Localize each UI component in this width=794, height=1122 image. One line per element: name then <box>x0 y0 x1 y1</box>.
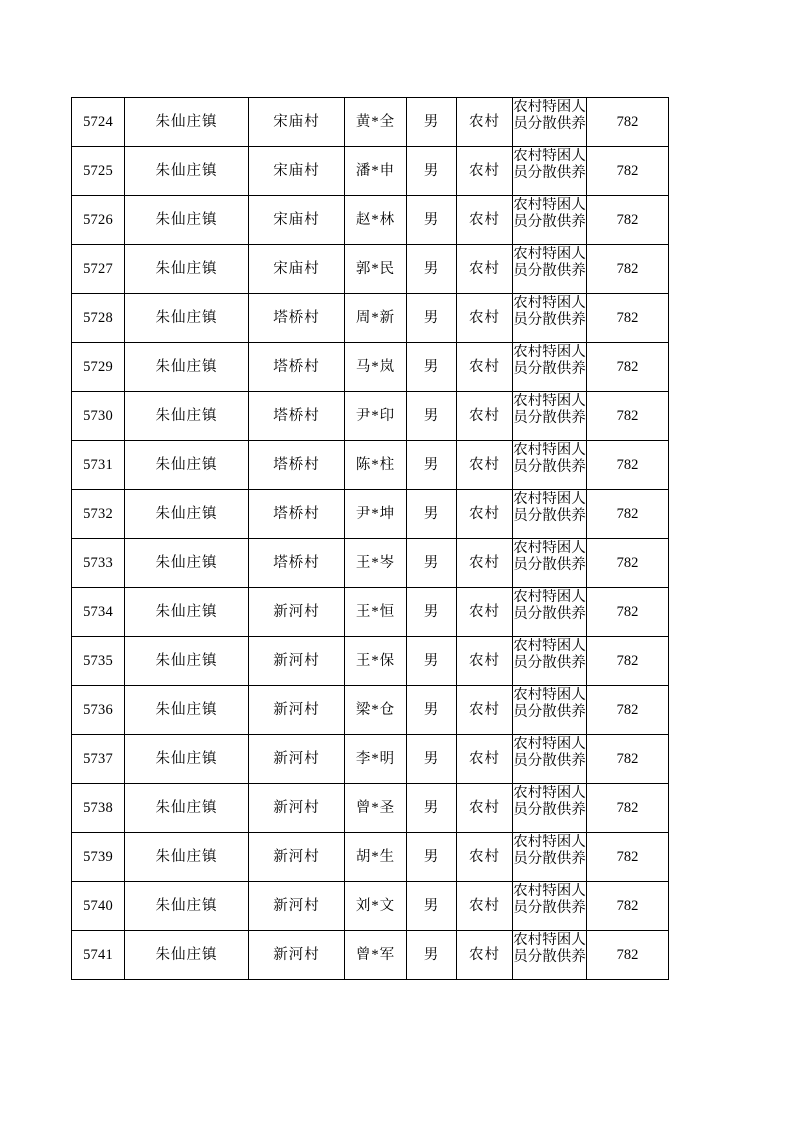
assistance-category-text: 农村特困人员分散供养 <box>513 589 586 622</box>
cell-village: 新河村 <box>249 588 345 637</box>
table-row <box>72 686 669 735</box>
table-row <box>72 294 669 343</box>
cell-amount: 782 <box>587 686 669 735</box>
cell-serial-number: 5728 <box>72 294 125 343</box>
cell-household-type: 农村 <box>457 245 513 294</box>
cell-gender: 男 <box>407 343 457 392</box>
cell-amount: 782 <box>587 196 669 245</box>
cell-township: 朱仙庄镇 <box>125 833 249 882</box>
cell-household-type: 农村 <box>457 392 513 441</box>
cell-township: 朱仙庄镇 <box>125 245 249 294</box>
cell-person-name: 黄*全 <box>345 98 407 147</box>
cell-serial-number: 5737 <box>72 735 125 784</box>
cell-assistance-category <box>513 98 587 147</box>
assistance-category-text: 农村特困人员分散供养 <box>513 932 586 965</box>
assistance-category-text: 农村特困人员分散供养 <box>513 99 586 132</box>
assistance-category-text: 农村特困人员分散供养 <box>513 687 586 720</box>
assistance-category-text: 农村特困人员分散供养 <box>513 295 586 328</box>
table-row <box>72 98 669 147</box>
cell-serial-number: 5738 <box>72 784 125 833</box>
table-row <box>72 196 669 245</box>
cell-gender: 男 <box>407 931 457 980</box>
cell-serial-number: 5741 <box>72 931 125 980</box>
cell-gender: 男 <box>407 196 457 245</box>
cell-assistance-category <box>513 539 587 588</box>
cell-village: 新河村 <box>249 784 345 833</box>
cell-gender: 男 <box>407 392 457 441</box>
cell-assistance-category <box>513 833 587 882</box>
cell-assistance-category <box>513 588 587 637</box>
cell-amount: 782 <box>587 147 669 196</box>
cell-township: 朱仙庄镇 <box>125 441 249 490</box>
cell-amount: 782 <box>587 98 669 147</box>
assistance-category-text: 农村特困人员分散供养 <box>513 638 586 671</box>
cell-amount: 782 <box>587 539 669 588</box>
cell-township: 朱仙庄镇 <box>125 196 249 245</box>
table-row <box>72 245 669 294</box>
cell-person-name: 郭*民 <box>345 245 407 294</box>
cell-gender: 男 <box>407 686 457 735</box>
cell-household-type: 农村 <box>457 294 513 343</box>
cell-gender: 男 <box>407 294 457 343</box>
cell-person-name: 胡*生 <box>345 833 407 882</box>
cell-village: 塔桥村 <box>249 392 345 441</box>
cell-amount: 782 <box>587 833 669 882</box>
cell-township: 朱仙庄镇 <box>125 588 249 637</box>
cell-assistance-category <box>513 490 587 539</box>
cell-amount: 782 <box>587 588 669 637</box>
table-container <box>71 97 668 980</box>
assistance-category-text: 农村特困人员分散供养 <box>513 540 586 573</box>
table-row <box>72 931 669 980</box>
assistance-category-text: 农村特困人员分散供养 <box>513 148 586 181</box>
cell-person-name: 曾*圣 <box>345 784 407 833</box>
table-row <box>72 735 669 784</box>
cell-assistance-category <box>513 784 587 833</box>
assistance-category-text: 农村特困人员分散供养 <box>513 246 586 279</box>
cell-gender: 男 <box>407 588 457 637</box>
cell-serial-number: 5732 <box>72 490 125 539</box>
cell-household-type: 农村 <box>457 343 513 392</box>
assistance-category-text: 农村特困人员分散供养 <box>513 442 586 475</box>
cell-household-type: 农村 <box>457 931 513 980</box>
cell-assistance-category <box>513 637 587 686</box>
cell-gender: 男 <box>407 441 457 490</box>
cell-serial-number: 5729 <box>72 343 125 392</box>
cell-assistance-category <box>513 392 587 441</box>
cell-assistance-category <box>513 147 587 196</box>
cell-village: 塔桥村 <box>249 294 345 343</box>
cell-household-type: 农村 <box>457 686 513 735</box>
table-row <box>72 833 669 882</box>
cell-serial-number: 5735 <box>72 637 125 686</box>
cell-serial-number: 5727 <box>72 245 125 294</box>
cell-household-type: 农村 <box>457 196 513 245</box>
cell-village: 塔桥村 <box>249 490 345 539</box>
cell-village: 塔桥村 <box>249 441 345 490</box>
cell-township: 朱仙庄镇 <box>125 343 249 392</box>
assistance-category-text: 农村特困人员分散供养 <box>513 785 586 818</box>
cell-township: 朱仙庄镇 <box>125 882 249 931</box>
cell-gender: 男 <box>407 490 457 539</box>
table-row <box>72 637 669 686</box>
cell-household-type: 农村 <box>457 539 513 588</box>
cell-household-type: 农村 <box>457 98 513 147</box>
cell-village: 宋庙村 <box>249 98 345 147</box>
cell-assistance-category <box>513 245 587 294</box>
cell-person-name: 陈*柱 <box>345 441 407 490</box>
cell-serial-number: 5730 <box>72 392 125 441</box>
cell-person-name: 马*岚 <box>345 343 407 392</box>
assistance-category-text: 农村特困人员分散供养 <box>513 197 586 230</box>
cell-household-type: 农村 <box>457 637 513 686</box>
cell-amount: 782 <box>587 245 669 294</box>
cell-household-type: 农村 <box>457 147 513 196</box>
cell-household-type: 农村 <box>457 735 513 784</box>
assistance-category-text: 农村特困人员分散供养 <box>513 736 586 769</box>
cell-gender: 男 <box>407 735 457 784</box>
cell-village: 新河村 <box>249 833 345 882</box>
cell-village: 宋庙村 <box>249 245 345 294</box>
cell-gender: 男 <box>407 539 457 588</box>
cell-village: 新河村 <box>249 686 345 735</box>
table-row <box>72 882 669 931</box>
cell-assistance-category <box>513 441 587 490</box>
cell-serial-number: 5724 <box>72 98 125 147</box>
cell-village: 新河村 <box>249 931 345 980</box>
cell-person-name: 周*新 <box>345 294 407 343</box>
cell-township: 朱仙庄镇 <box>125 637 249 686</box>
cell-village: 新河村 <box>249 637 345 686</box>
cell-assistance-category <box>513 931 587 980</box>
cell-serial-number: 5725 <box>72 147 125 196</box>
cell-person-name: 尹*坤 <box>345 490 407 539</box>
cell-amount: 782 <box>587 441 669 490</box>
cell-township: 朱仙庄镇 <box>125 98 249 147</box>
cell-amount: 782 <box>587 637 669 686</box>
assistance-category-text: 农村特困人员分散供养 <box>513 834 586 867</box>
cell-household-type: 农村 <box>457 833 513 882</box>
cell-household-type: 农村 <box>457 441 513 490</box>
cell-serial-number: 5731 <box>72 441 125 490</box>
cell-amount: 782 <box>587 882 669 931</box>
cell-person-name: 曾*军 <box>345 931 407 980</box>
cell-person-name: 潘*申 <box>345 147 407 196</box>
cell-serial-number: 5734 <box>72 588 125 637</box>
cell-person-name: 李*明 <box>345 735 407 784</box>
cell-assistance-category <box>513 882 587 931</box>
cell-amount: 782 <box>587 735 669 784</box>
cell-person-name: 王*岑 <box>345 539 407 588</box>
cell-person-name: 王*保 <box>345 637 407 686</box>
cell-assistance-category <box>513 294 587 343</box>
cell-amount: 782 <box>587 490 669 539</box>
cell-township: 朱仙庄镇 <box>125 294 249 343</box>
cell-gender: 男 <box>407 882 457 931</box>
cell-assistance-category <box>513 686 587 735</box>
cell-township: 朱仙庄镇 <box>125 686 249 735</box>
assistance-category-text: 农村特困人员分散供养 <box>513 344 586 377</box>
table-row <box>72 588 669 637</box>
cell-assistance-category <box>513 735 587 784</box>
cell-amount: 782 <box>587 784 669 833</box>
cell-village: 塔桥村 <box>249 539 345 588</box>
cell-village: 新河村 <box>249 882 345 931</box>
assistance-category-text: 农村特困人员分散供养 <box>513 491 586 524</box>
cell-amount: 782 <box>587 294 669 343</box>
cell-gender: 男 <box>407 784 457 833</box>
cell-person-name: 梁*仓 <box>345 686 407 735</box>
assistance-category-text: 农村特困人员分散供养 <box>513 883 586 916</box>
cell-assistance-category <box>513 196 587 245</box>
cell-household-type: 农村 <box>457 882 513 931</box>
table-row <box>72 784 669 833</box>
cell-serial-number: 5726 <box>72 196 125 245</box>
cell-village: 塔桥村 <box>249 343 345 392</box>
table-row <box>72 490 669 539</box>
cell-gender: 男 <box>407 637 457 686</box>
table-row <box>72 343 669 392</box>
cell-amount: 782 <box>587 343 669 392</box>
cell-township: 朱仙庄镇 <box>125 735 249 784</box>
cell-person-name: 尹*印 <box>345 392 407 441</box>
cell-township: 朱仙庄镇 <box>125 392 249 441</box>
assistance-category-text: 农村特困人员分散供养 <box>513 393 586 426</box>
cell-township: 朱仙庄镇 <box>125 784 249 833</box>
cell-township: 朱仙庄镇 <box>125 539 249 588</box>
cell-person-name: 王*恒 <box>345 588 407 637</box>
cell-amount: 782 <box>587 392 669 441</box>
cell-village: 宋庙村 <box>249 196 345 245</box>
cell-gender: 男 <box>407 147 457 196</box>
cell-serial-number: 5740 <box>72 882 125 931</box>
cell-township: 朱仙庄镇 <box>125 147 249 196</box>
cell-amount: 782 <box>587 931 669 980</box>
table-row <box>72 392 669 441</box>
cell-assistance-category <box>513 343 587 392</box>
cell-village: 宋庙村 <box>249 147 345 196</box>
cell-household-type: 农村 <box>457 588 513 637</box>
cell-household-type: 农村 <box>457 784 513 833</box>
cell-person-name: 刘*文 <box>345 882 407 931</box>
cell-gender: 男 <box>407 245 457 294</box>
assistance-recipients-table <box>71 97 669 980</box>
cell-serial-number: 5733 <box>72 539 125 588</box>
cell-serial-number: 5736 <box>72 686 125 735</box>
cell-gender: 男 <box>407 833 457 882</box>
cell-township: 朱仙庄镇 <box>125 490 249 539</box>
cell-person-name: 赵*林 <box>345 196 407 245</box>
table-row <box>72 441 669 490</box>
table-row <box>72 539 669 588</box>
cell-township: 朱仙庄镇 <box>125 931 249 980</box>
cell-village: 新河村 <box>249 735 345 784</box>
cell-serial-number: 5739 <box>72 833 125 882</box>
table-row <box>72 147 669 196</box>
cell-gender: 男 <box>407 98 457 147</box>
cell-household-type: 农村 <box>457 490 513 539</box>
